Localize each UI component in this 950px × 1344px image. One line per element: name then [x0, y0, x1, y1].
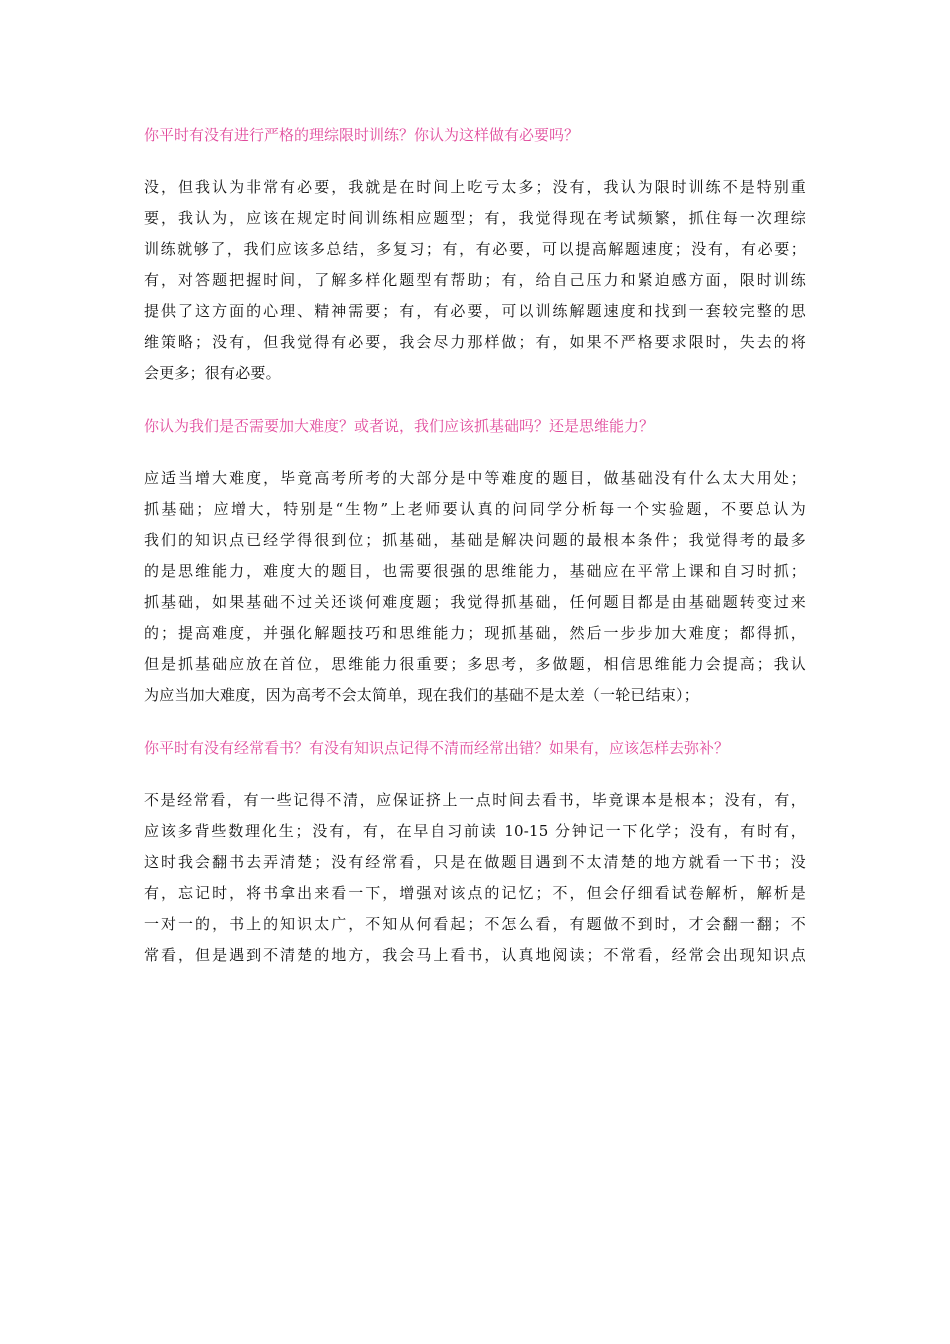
answer-line: 常看，但是遇到不清楚的地方，我会马上看书，认真地阅读；不常看，经常会出现知识点	[144, 946, 806, 964]
answer-line: 不是经常看，有一些记得不清，应保证挤上一点时间去看书，毕竟课本是根本；没有，有，	[144, 791, 806, 809]
answer-paragraph	[144, 785, 806, 971]
answer-line: 训练就够了，我们应该多总结，多复习；有，有必要，可以提高解题速度；没有，有必要；	[144, 240, 806, 258]
answer-paragraph	[144, 463, 806, 711]
answer-paragraph	[144, 172, 806, 389]
answer-line: 一对一的，书上的知识太广，不知从何看起；不怎么看，有题做不到时，才会翻一翻；不	[144, 915, 806, 933]
question-heading: 你平时有没有经常看书？有没有知识点记得不清而经常出错？如果有，应该怎样去弥补？	[144, 739, 730, 757]
answer-line: 会更多；很有必要。	[144, 364, 281, 382]
answer-line: 这时我会翻书去弄清楚；没有经常看，只是在做题目遇到不太清楚的地方就看一下书；没	[144, 853, 806, 871]
answer-line: 我们的知识点已经学得很到位；抓基础，基础是解决问题的最根本条件；我觉得考的最多	[144, 531, 806, 549]
document-body	[144, 120, 806, 993]
answer-line: 但是抓基础应放在首位，思维能力很重要；多思考，多做题，相信思维能力会提高；我认	[144, 655, 806, 673]
answer-line: 为应当加大难度，因为高考不会太简单，现在我们的基础不是太差（一轮已结束）；	[144, 686, 699, 704]
answer-line: 维策略；没有，但我觉得有必要，我会尽力那样做；有，如果不严格要求限时，失去的将	[144, 333, 806, 351]
answer-line: 提供了这方面的心理、精神需要；有，有必要，可以训练解题速度和找到一套较完整的思	[144, 302, 806, 320]
answer-line: 的；提高难度，并强化解题技巧和思维能力；现抓基础，然后一步步加大难度；都得抓，	[144, 624, 806, 642]
question-heading: 你平时有没有进行严格的理综限时训练？你认为这样做有必要吗？	[144, 126, 580, 144]
answer-line: 有，忘记时，将书拿出来看一下，增强对该点的记忆；不，但会仔细看试卷解析，解析是	[144, 884, 806, 902]
answer-line: 没，但我认为非常有必要，我就是在时间上吃亏太多；没有，我认为限时训练不是特别重	[144, 178, 806, 196]
answer-line: 要，我认为，应该在规定时间训练相应题型；有，我觉得现在考试频繁，抓住每一次理综	[144, 209, 806, 227]
answer-line: 应该多背些数理化生；没有，有，在早自习前读 10-15 分钟记一下化学；没有，有时有，	[144, 822, 806, 840]
answer-line: 抓基础；应增大，特别是“生物”上老师要认真的问同学分析每一个实验题，不要总认为	[144, 500, 806, 518]
answer-line: 抓基础，如果基础不过关还谈何难度题；我觉得抓基础，任何题目都是由基础题转变过来	[144, 593, 806, 611]
question-heading: 你认为我们是否需要加大难度？或者说，我们应该抓基础吗？还是思维能力？	[144, 417, 655, 435]
answer-line: 有，对答题把握时间，了解多样化题型有帮助；有，给自己压力和紧迫感方面，限时训练	[144, 271, 806, 289]
answer-line: 应适当增大难度，毕竟高考所考的大部分是中等难度的题目，做基础没有什么太大用处；	[144, 469, 806, 487]
answer-line: 的是思维能力，难度大的题目，也需要很强的思维能力，基础应在平常上课和自习时抓；	[144, 562, 806, 580]
